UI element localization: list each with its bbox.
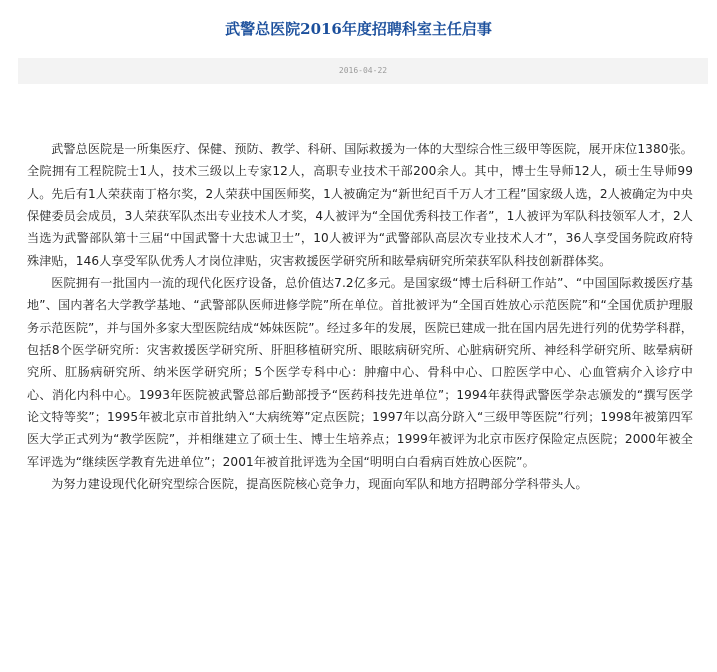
publish-date-bar	[18, 58, 708, 84]
paragraph-intro: 武警总医院是一所集医疗、保健、预防、教学、科研、国际救援为一体的大型综合性三级甲等医院，展开床位1380张。全院拥有工程院院士1人，技术三级以上专家12人，高职专业技术干部200余人。其中，博士生导师12人，硕士生导师99人。先后有1人荣获南丁格尔奖，2人荣获中国医师奖，1人被确定为“新世纪百千万人才工程”国家级人选，2人被确定为中央保健委员会成员，3人荣获军队杰出专业技术人才奖，4人被评为“全国优秀科技工作者”，1人被评为军队科技领军人才，2人当选为武警部队第十三届“中国武警十大忠诚卫士”，10人被评为“武警部队高层次专业技术人才”，36人享受国务院政府特殊津贴，146人享受军队优秀人才岗位津贴，灾害救援医学研究所和眩晕病研究所荣获军队科技创新群体奖。	[27, 142, 693, 268]
publish-date: 2016-04-22	[338, 66, 388, 75]
paragraph-facilities: 医院拥有一批国内一流的现代化医疗设备，总价值达7.2亿多元。是国家级“博士后科研工作站”、“中国国际救援医疗基地”、国内著名大学教学基地、“武警部队医师进修学院”所在单位。首批被评为“全国百姓放心示范医院”和“全国优质护理服务示范医院”，并与国外多家大型医院结成“姊妹医院”。经过多年的发展，医院已建成一批在国内居先进行列的优势学科群，包括8个医学研究所：灾害救援医学研究所、肝胆移植研究所、眼眩病研究所、心脏病研究所、神经科学研究所、眩晕病研究所、肛肠病研究所、纳米医学研究所；5个医学专科中心：肿瘤中心、骨科中心、口腔医学中心、心血管病介入诊疗中心、消化内科中心。1993年医院被武警总部后勤部授予“医药科技先进单位”；1994年获得武警医学杂志颁发的“撰写医学论文特等奖”；1995年被北京市首批纳入“大病统筹”定点医院；1997年以高分跻入“三级甲等医院”行列；1998年被第四军医大学正式列为“教学医院”，并相继建立了硕士生、博士生培养点；1999年被评为北京市医疗保险定点医院；2000年被全军评选为“继续医学教育先进单位”；2001年被首批评选为全国“明明白白看病百姓放心医院”。	[27, 276, 693, 469]
article-body	[27, 138, 693, 496]
page-title: 武警总医院2016年度招聘科室主任启事	[225, 20, 492, 38]
paragraph-recruitment: 为努力建设现代化研究型综合医院，提高医院核心竞争力，现面向军队和地方招聘部分学科带头人。	[51, 477, 588, 492]
